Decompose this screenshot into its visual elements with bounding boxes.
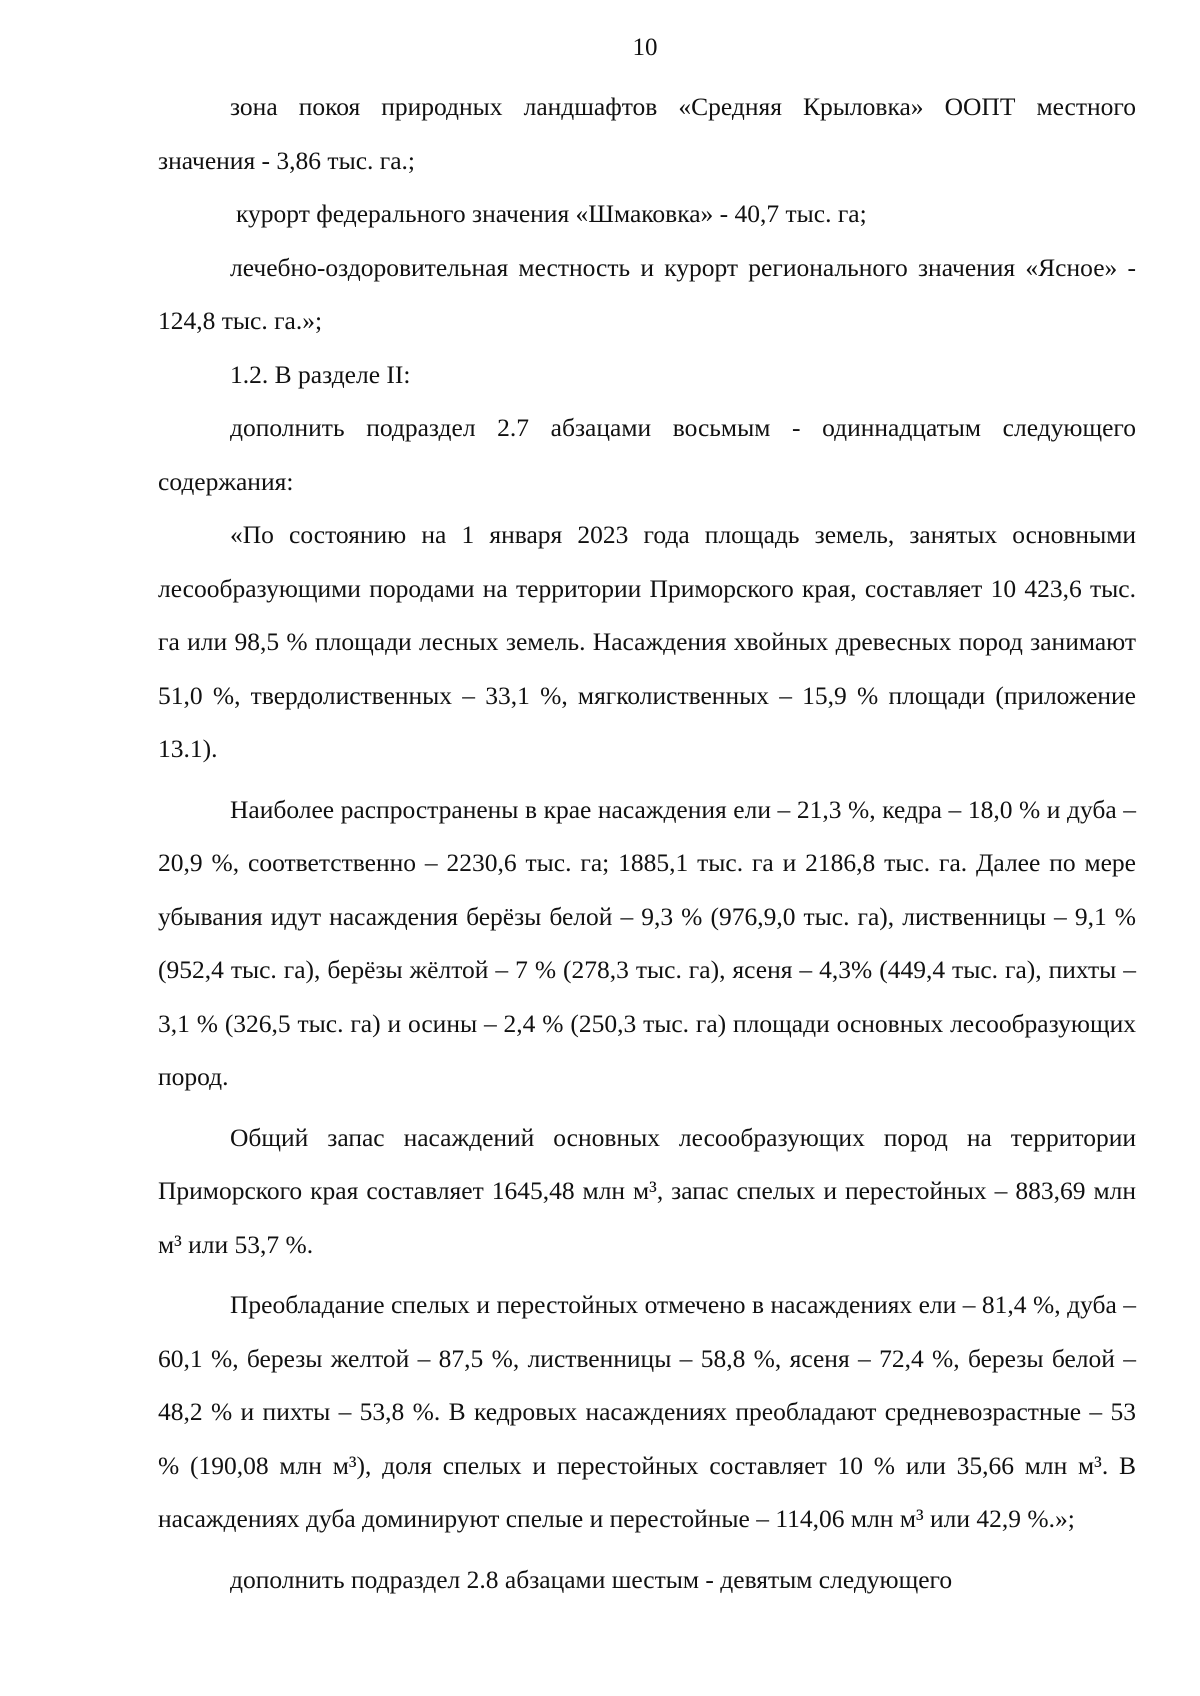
paragraph-mature-stands: Преобладание спелых и перестойных отмечено в насаждениях ели – 81,4 %, дуба – 60,1 %, березы желтой – 87,5 %, лиственницы – 58,8 %, ясеня – 72,4 %, березы белой – 48,2 % и пихты – 53,8 %. В кедровых насаждениях преобладают средневозрастные – 53 % (190,08 млн м³), доля спелых и перестойных составляет 10 % или 35,66 млн м³. В насаждениях дуба доминируют спелые и перестойные – 114,06 млн м³ или 42,9 %.»; — [158, 1290, 1136, 1533]
paragraph-species-distribution: Наиболее распространены в крае насаждения ели – 21,3 %, кедра – 18,0 % и дуба – 20,9 %, соответственно – 2230,6 тыс. га; 1885,1 тыс. га и 2186,8 тыс. га. Далее по мере убывания идут насаждения берёзы белой – 9,3 % (976,9,0 тыс. га), лиственницы – 9,1 % (952,4 тыс. га), берёзы жёлтой – 7 % (278,3 тыс. га), ясеня – 4,3% (449,4 тыс. га), пихты – 3,1 % (326,5 тыс. га) и осины – 2,4 % (250,3 тыс. га) площади основных лесообразующих пород. — [158, 794, 1136, 1091]
paragraph-amend-2-8: дополнить подраздел 2.8 абзацами шестым - девятым следующего — [230, 1564, 953, 1594]
paragraph-forest-area: «По состоянию на 1 января 2023 года площадь земель, занятых основными лесообразующими породами на территории Приморского края, составляет 10 423,6 тыс. га или 98,5 % площади лесных земель. Насаждения хвойных древесных пород занимают 51,0 %, твердолиственных – 33,1 %, мягколиственных – 15,9 % площади (приложение 13.1). — [158, 520, 1136, 763]
paragraph-resort-shmakovka: курорт федерального значения «Шмаковка» - 40,7 тыс. га; — [236, 199, 867, 228]
page-number: 10 — [632, 34, 658, 61]
document-body — [158, 80, 1136, 1606]
paragraph-section-heading: 1.2. В разделе II: — [230, 359, 411, 389]
paragraph-amend-2-7: дополнить подраздел 2.7 абзацами восьмым - одиннадцатым следующего содержания: — [158, 413, 1136, 496]
paragraph-resort-yasnoe: лечебно-оздоровительная местность и курорт регионального значения «Ясное» - 124,8 тыс. га.»; — [158, 252, 1136, 335]
paragraph-protected-zone: зона покоя природных ландшафтов «Средняя Крыловка» ООПТ местного значения - 3,86 тыс. га.; — [158, 92, 1136, 175]
paragraph-total-stock: Общий запас насаждений основных лесообразующих пород на территории Приморского края составляет 1645,48 млн м³, запас спелых и перестойных – 883,69 млн м³ или 53,7 %. — [158, 1122, 1136, 1259]
